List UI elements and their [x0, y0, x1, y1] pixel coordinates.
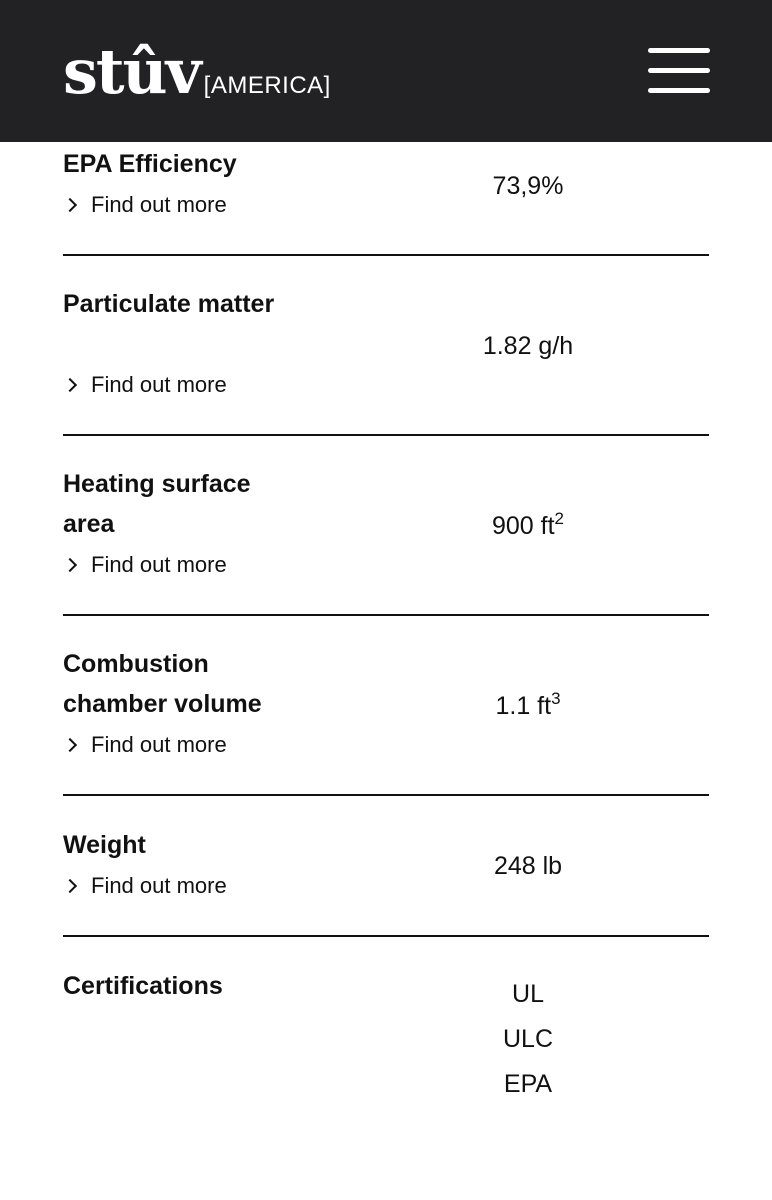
spec-row-combustion-chamber-volume — [63, 616, 709, 796]
value-superscript: 3 — [551, 689, 561, 708]
spec-label: Heating surface area — [63, 470, 251, 538]
spec-row-epa-efficiency — [63, 142, 709, 256]
spec-row-particulate-matter — [63, 256, 709, 436]
find-out-more-label: Find out more — [91, 873, 227, 898]
hamburger-menu-icon[interactable] — [648, 48, 710, 96]
certification-list — [428, 972, 628, 1107]
find-out-more-link[interactable] — [63, 365, 227, 405]
spec-row-heating-surface-area — [63, 436, 709, 616]
spec-row-weight — [63, 796, 709, 937]
spec-row-certifications — [63, 937, 709, 1137]
spec-label: Certifications — [63, 972, 223, 1000]
spec-value — [428, 686, 628, 726]
brand-logo[interactable] — [63, 35, 331, 108]
find-out-more-label: Find out more — [91, 552, 227, 577]
site-header — [0, 0, 772, 142]
spec-value: 1.82 g/h — [482, 332, 574, 360]
value-superscript: 2 — [554, 509, 565, 528]
spec-label: Combustion chamber volume — [63, 650, 262, 718]
certification-item: UL — [512, 980, 544, 1008]
spec-value: 73,9% — [492, 172, 564, 200]
find-out-more-link[interactable] — [63, 725, 227, 765]
find-out-more-label: Find out more — [91, 372, 227, 397]
brand-region: [AMERICA] — [203, 72, 331, 99]
spec-label: Particulate matter — [63, 290, 275, 318]
value-text: 900 ft — [491, 512, 555, 540]
spec-label: EPA Efficiency — [63, 150, 237, 178]
chevron-right-icon — [63, 198, 77, 212]
find-out-more-link[interactable] — [63, 545, 227, 585]
chevron-right-icon — [63, 558, 77, 572]
spec-value — [428, 506, 628, 546]
find-out-more-label: Find out more — [91, 192, 227, 217]
find-out-more-label: Find out more — [91, 732, 227, 757]
find-out-more-link[interactable] — [63, 866, 227, 906]
find-out-more-link[interactable] — [63, 185, 227, 225]
chevron-right-icon — [63, 879, 77, 893]
chevron-right-icon — [63, 378, 77, 392]
chevron-right-icon — [63, 738, 77, 752]
brand-wordmark: stûv — [63, 35, 200, 108]
spec-value: 248 lb — [493, 852, 563, 880]
value-text: 1.1 ft — [495, 692, 552, 720]
certification-item: EPA — [503, 1070, 553, 1098]
certification-item: ULC — [502, 1025, 553, 1053]
spec-label: Weight — [63, 831, 146, 859]
